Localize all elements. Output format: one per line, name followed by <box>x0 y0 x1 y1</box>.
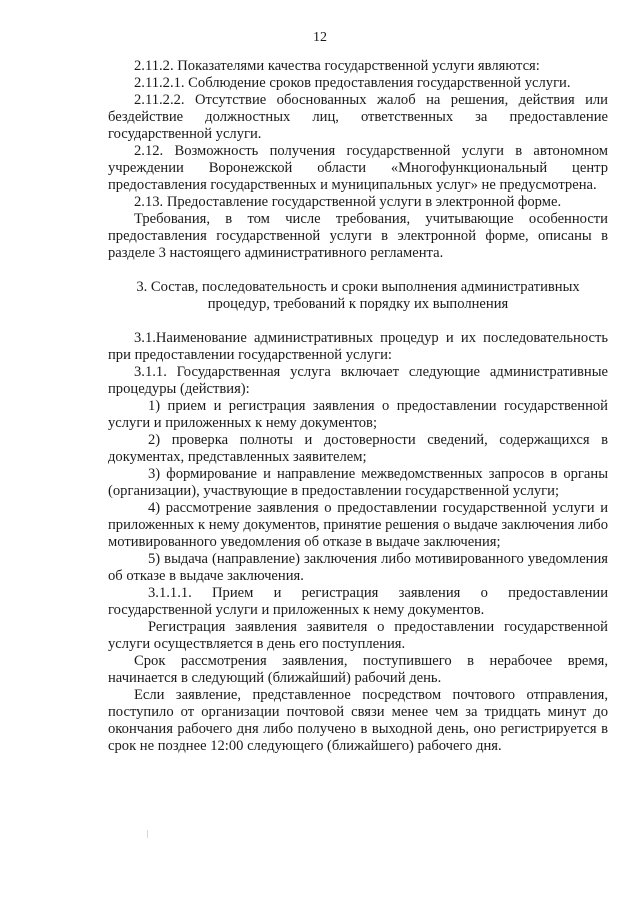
paragraph-review-term: Срок рассмотрения заявления, поступившего в нерабочее время, начинается в следующий (ближайший) рабочий день. <box>108 653 608 686</box>
paragraph-2-11-2-1: 2.11.2.1. Соблюдение сроков предоставления государственной услуги. <box>134 75 571 91</box>
paragraph-3-1-1: 3.1.1. Государственная услуга включает следующие административные процедуры (действия): <box>108 364 608 397</box>
paragraph-3-1: 3.1.Наименование административных процедур и их последовательность при предоставлении государственной услуги: <box>108 330 608 363</box>
paragraph-2-11-2: 2.11.2. Показателями качества государственной услуги являются: <box>134 58 540 74</box>
list-item-4: 4) рассмотрение заявления о предоставлении государственной услуги и приложенных к нему документов, принятие решения о выдаче заключения либо мотивированного уведомления об отказе в выдаче заключения; <box>108 500 608 550</box>
paragraph-2-12: 2.12. Возможность получения государственной услуги в автономном учреждении Воронежской области «Многофункциональный центр предоставления государственных и муниципальных услуг» не предусмотрена. <box>108 143 608 193</box>
section-heading <box>108 279 608 313</box>
page-number: 12 <box>313 30 327 45</box>
list-item-3: 3) формирование и направление межведомственных запросов в органы (организации), участвующие в предоставлении государственной услуги; <box>108 466 608 499</box>
paragraph-postal: Если заявление, представленное посредством почтового отправления, поступило от организации почтовой связи менее чем за тридцать минут до окончания рабочего дня либо получено в выходной день, оно регистрируется в срок не позднее 12:00 следующего (ближайшего) рабочего дня. <box>108 687 608 754</box>
section-heading-line-1: 3. Состав, последовательность и сроки выполнения административных <box>136 279 580 295</box>
paragraph-3-1-1-1: 3.1.1.1. Прием и регистрация заявления о предоставлении государственной услуги и приложенных к нему документов. <box>108 585 608 618</box>
scan-artifact <box>147 830 148 838</box>
list-item-1: 1) прием и регистрация заявления о предоставлении государственной услуги и приложенных к нему документов; <box>108 398 608 431</box>
list-item-2: 2) проверка полноты и достоверности сведений, содержащихся в документах, представленных заявителем; <box>108 432 608 465</box>
document-body <box>108 58 608 755</box>
list-item-5: 5) выдача (направление) заключения либо мотивированного уведомления об отказе в выдаче заключения. <box>108 551 608 584</box>
paragraph-registration: Регистрация заявления заявителя о предоставлении государственной услуги осуществляется в день его поступления. <box>108 619 608 652</box>
paragraph-requirements: Требования, в том числе требования, учитывающие особенности предоставления государственной услуги в электронной форме, описаны в разделе 3 настоящего административного регламента. <box>108 211 608 261</box>
paragraph-2-13: 2.13. Предоставление государственной услуги в электронной форме. <box>134 194 562 210</box>
paragraph-2-11-2-2: 2.11.2.2. Отсутствие обоснованных жалоб на решения, действия или бездействие должностных лиц, ответственных за предоставление государственной услуги. <box>108 92 608 142</box>
section-heading-line-2: процедур, требований к порядку их выполнения <box>207 296 509 312</box>
